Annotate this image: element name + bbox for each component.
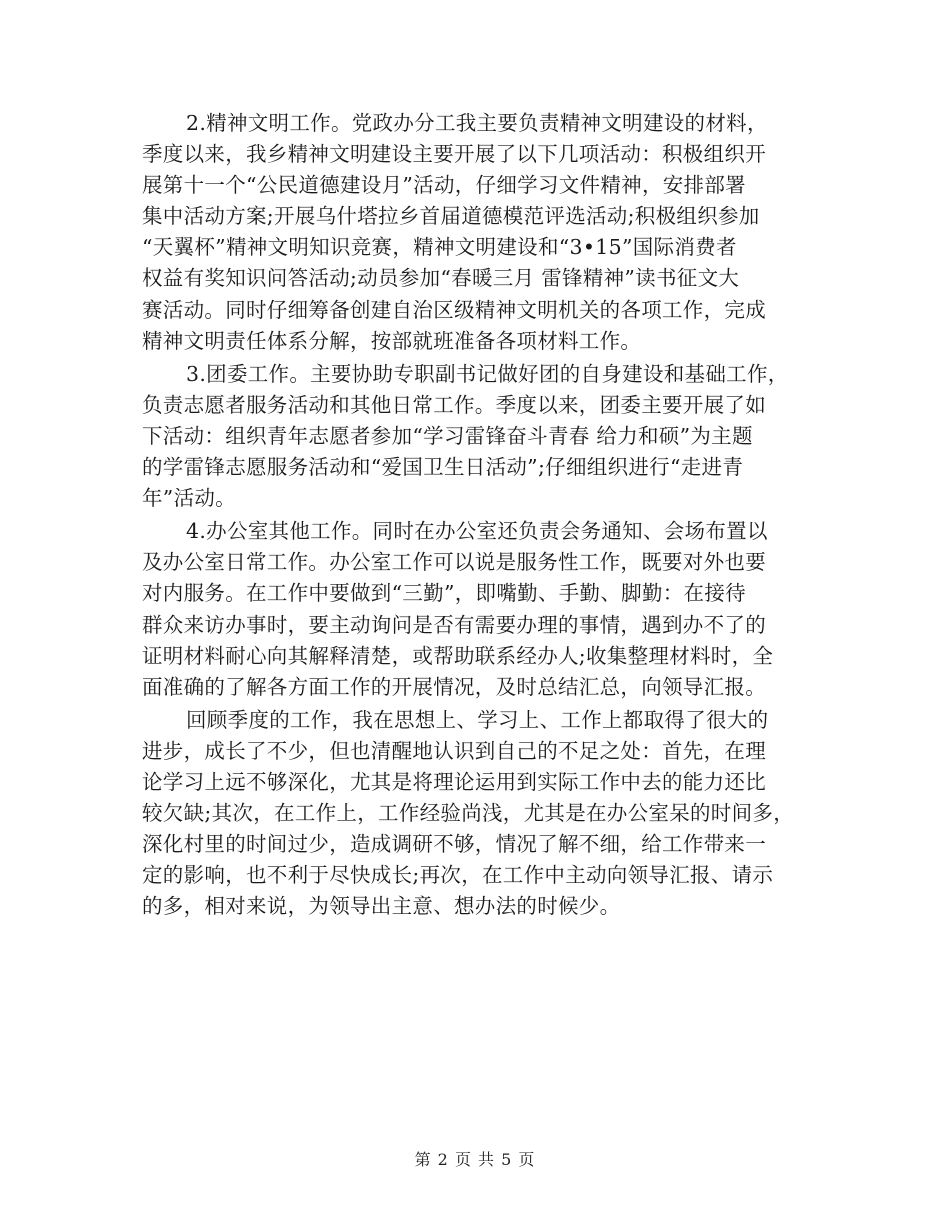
paragraph-office-work: [142, 516, 810, 703]
text-line: 赛活动。同时仔细筹备创建自治区级精神文明机关的各项工作，完成: [142, 297, 766, 322]
text-line: 精神文明责任体系分解，按部就班准备各项材料工作。: [142, 328, 642, 353]
text-line: 深化村里的时间过少，造成调研不够，情况了解不细，给工作带来一: [142, 832, 766, 857]
text-line: “天翼杯”精神文明知识竞赛，精神文明建设和“3•15”国际消费者: [142, 235, 737, 260]
text-line: 群众来访办事时，要主动询问是否有需要办理的事情，遇到办不了的: [142, 612, 766, 637]
text-line: 面准确的了解各方面工作的开展情况，及时总结汇总，向领导汇报。: [142, 674, 766, 699]
text-line: 进步，成长了不少，但也清醒地认识到自己的不足之处：首先，在理: [142, 738, 766, 763]
text-line: 对内服务。在工作中要做到“三勤”，即嘴勤、手勤、脚勤：在接待: [142, 581, 746, 606]
text-line: 的学雷锋志愿服务活动和“爱国卫生日活动”;仔细组织进行“走进青: [142, 455, 744, 480]
text-line: 较欠缺;其次，在工作上，工作经验尚浅，尤其是在办公室呆的时间多，: [142, 801, 795, 826]
text-line: 下活动：组织青年志愿者参加“学习雷锋奋斗青春 给力和硕”为主题: [142, 423, 753, 448]
text-line: 及办公室日常工作。办公室工作可以说是服务性工作，既要对外也要: [142, 550, 766, 575]
text-line: 论学习上远不够深化，尤其是将理论运用到实际工作中去的能力还比: [142, 769, 766, 794]
paragraph-spiritual-civilization: [142, 108, 810, 357]
paragraph-youth-league: [142, 359, 810, 514]
paragraph-review: [142, 705, 810, 923]
text-line: 权益有奖知识问答活动;动员参加“春暖三月 雷锋精神”读书征文大: [142, 266, 740, 291]
text-line: 负责志愿者服务活动和其他日常工作。季度以来，团委主要开展了如: [142, 392, 766, 417]
text-line: 回顾季度的工作，我在思想上、学习上、工作上都取得了很大的: [186, 707, 769, 732]
page-number-footer: 第 2 页 共 5 页: [414, 1150, 536, 1169]
text-line: 展第十一个“公民道德建设月”活动，仔细学习文件精神，安排部署: [142, 173, 746, 198]
text-line: 定的影响，也不利于尽快成长;再次，在工作中主动向领导汇报、请示: [142, 863, 774, 888]
text-line: 集中活动方案;开展乌什塔拉乡首届道德模范评选活动;积极组织参加: [142, 204, 760, 229]
text-line: 2.精神文明工作。党政办分工我主要负责精神文明建设的材料，: [186, 111, 768, 135]
text-line: 证明材料耐心向其解释清楚，或帮助联系经办人;收集整理材料时，全: [142, 643, 774, 668]
text-line: 的多，相对来说，为领导出主意、想办法的时候少。: [142, 894, 621, 919]
document-body: [142, 108, 810, 924]
text-line: 4.办公室其他工作。同时在办公室还负责会务通知、会场布置以: [186, 519, 768, 544]
text-line: 季度以来，我乡精神文明建设主要开展了以下几项活动：积极组织开: [142, 142, 766, 167]
text-line: 年”活动。: [142, 486, 236, 511]
text-line: 3.团委工作。主要协助专职副书记做好团的自身建设和基础工作，: [186, 361, 789, 386]
